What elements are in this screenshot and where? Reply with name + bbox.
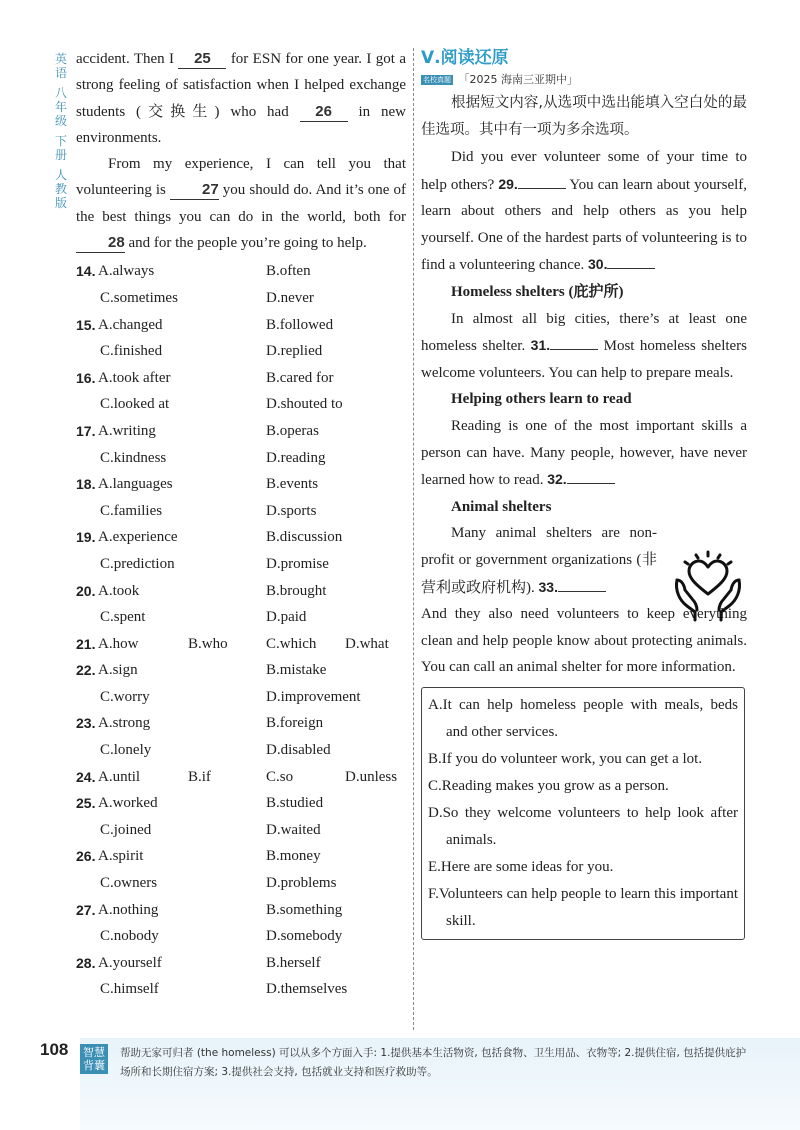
passage-text: for ESN for one year. I got a strong feeling of satisfaction when I helped exchange students (交换生) who had: [76, 51, 407, 120]
source-text: 「2025 海南三亚期中」: [458, 73, 578, 86]
blank-30: [607, 268, 655, 269]
option-c[interactable]: C.himself: [100, 981, 159, 998]
question-row: [76, 950, 406, 977]
option-c[interactable]: C.finished: [100, 343, 163, 360]
question-number: 28.: [76, 954, 96, 971]
side-tab-grade: 八年级: [54, 86, 67, 128]
question-row: [76, 365, 406, 392]
question-number: 20.: [76, 582, 96, 599]
option-c[interactable]: C.spent: [100, 609, 146, 626]
question-row: [76, 471, 406, 498]
heart-hands-icon: [671, 550, 745, 624]
question-number: 27.: [76, 901, 96, 918]
answer-option[interactable]: E.Here are some ideas for you.: [428, 858, 614, 875]
tip-badge: 智慧背囊: [80, 1044, 108, 1074]
question-number: 23.: [76, 715, 96, 732]
question-row: [76, 418, 406, 445]
option-d[interactable]: D.disabled: [266, 742, 331, 759]
question-32-label: 32.: [547, 471, 567, 488]
blank-28: 28: [76, 234, 125, 253]
option-b[interactable]: B.studied: [266, 795, 324, 812]
reading-text: Most homeless shelters welcome volunteers. You can help to prepare meals.: [421, 338, 748, 381]
side-tab-edition: 人教版: [54, 168, 67, 210]
heading-homeless-shelters: Homeless shelters (庇护所): [451, 283, 624, 300]
option-c[interactable]: C.nobody: [100, 928, 159, 945]
option-d[interactable]: D.sports: [266, 502, 317, 519]
question-row: [76, 338, 406, 365]
side-tab-volume: 下册: [54, 134, 67, 162]
question-row: [76, 843, 406, 870]
question-29-label: 29.: [498, 175, 518, 192]
option-d[interactable]: D.problems: [266, 875, 337, 892]
option-b[interactable]: B.often: [266, 263, 311, 280]
question-row: [76, 976, 406, 1003]
question-row: [76, 551, 406, 578]
option-d[interactable]: D.themselves: [266, 981, 348, 998]
question-row: [76, 631, 406, 658]
reading-paragraph-4: [421, 520, 657, 601]
options-box: [421, 687, 745, 940]
option-a[interactable]: A.took after: [98, 369, 171, 386]
question-row: [76, 684, 406, 711]
option-d[interactable]: D.somebody: [266, 928, 343, 945]
answer-option[interactable]: B.If you do volunteer work, you can get a lot.: [428, 750, 703, 767]
animal-block: [421, 520, 747, 601]
reading-paragraph-4b: And they also need volunteers to keep everything clean and help people know about protecting animals. You can call an animal shelter for more information.: [421, 606, 747, 676]
option-c[interactable]: C.worry: [100, 688, 150, 705]
option-b[interactable]: B.money: [266, 848, 321, 865]
reading-text: Did you ever volunteer some of your time to help others?: [421, 149, 747, 193]
option-a[interactable]: A.spirit: [98, 848, 144, 865]
option-b[interactable]: B.cared for: [266, 369, 334, 386]
passage-text: in new environments.: [76, 103, 406, 146]
option-c[interactable]: C.sometimes: [100, 289, 178, 306]
option-a[interactable]: A.sign: [98, 662, 138, 679]
option-c[interactable]: C.which: [266, 635, 317, 652]
question-number: 26.: [76, 848, 96, 865]
question-row: [76, 524, 406, 551]
blank-33: [558, 591, 606, 592]
option-b[interactable]: B.herself: [266, 954, 321, 971]
passage-text: you should do. And it’s one of the best things you can do in the world, both for: [76, 182, 407, 225]
cloze-column: [76, 46, 406, 1003]
side-tab: [52, 52, 70, 216]
option-b[interactable]: B.events: [266, 476, 319, 493]
option-b[interactable]: B.if: [188, 768, 211, 785]
option-c[interactable]: C.so: [266, 768, 294, 785]
question-31-label: 31.: [530, 337, 551, 354]
option-b[interactable]: B.brought: [266, 582, 327, 599]
option-d[interactable]: D.paid: [266, 609, 307, 626]
option-d[interactable]: D.never: [266, 289, 314, 306]
question-number: 19.: [76, 529, 96, 546]
question-row: [76, 764, 406, 791]
question-row: [76, 498, 406, 525]
question-number: 24.: [76, 768, 96, 785]
option-d[interactable]: D.improvement: [266, 688, 361, 705]
option-a[interactable]: A.changed: [98, 316, 163, 333]
reading-text: Many animal shelters are non-profit or government organizations (非营利或政府机构).: [421, 525, 657, 596]
option-a[interactable]: A.worked: [98, 795, 158, 812]
option-a[interactable]: A.nothing: [98, 901, 159, 918]
blank-29: [518, 188, 566, 189]
question-number: 17.: [76, 422, 96, 439]
option-c[interactable]: C.prediction: [100, 555, 175, 572]
option-a[interactable]: A.took: [98, 582, 140, 599]
heading-animal-shelters: Animal shelters: [451, 498, 552, 515]
answer-option[interactable]: C.Reading makes you grow as a person.: [428, 777, 669, 794]
option-a[interactable]: A.always: [98, 263, 155, 280]
source-line: [421, 70, 747, 90]
answer-option[interactable]: D.So they welcome volunteers to help look after animals.: [428, 804, 738, 848]
question-row: [76, 817, 406, 844]
option-b[interactable]: B.foreign: [266, 715, 324, 732]
option-d[interactable]: D.replied: [266, 343, 323, 360]
question-row: [76, 578, 406, 605]
heading-helping-read: Helping others learn to read: [451, 391, 632, 408]
option-a[interactable]: A.writing: [98, 422, 156, 439]
question-row: [76, 897, 406, 924]
reading-column: [421, 46, 747, 940]
option-a[interactable]: A.how: [98, 635, 139, 652]
tip-text: 帮助无家可归者 (the homeless) 可以从多个方面入手: 1.提供基本生活物资, 包括食物、卫生用品、衣物等; 2.提供住宿, 包括提供庇护场所和长期住宿方案; 3.提供社会支持, 包括就业支持和医疗救助等。: [120, 1047, 747, 1078]
option-b[interactable]: B.operas: [266, 422, 319, 439]
passage-text: From my experience, I can tell you that volunteering is: [76, 156, 406, 199]
question-33-label: 33.: [538, 578, 558, 595]
reading-paragraph-2: [421, 306, 747, 387]
option-d[interactable]: D.promise: [266, 555, 329, 572]
option-a[interactable]: A.strong: [98, 715, 151, 732]
cloze-options: [76, 258, 406, 1003]
option-b[interactable]: B.discussion: [266, 529, 343, 546]
option-d[interactable]: D.shouted to: [266, 396, 343, 413]
question-row: [76, 312, 406, 339]
option-b[interactable]: B.followed: [266, 316, 334, 333]
reading-paragraph-3: [421, 413, 747, 494]
reading-text: In almost all big cities, there’s at least one homeless shelter.: [421, 310, 747, 355]
footer: [0, 1038, 800, 1130]
question-row: [76, 604, 406, 631]
source-badge: 名校真题: [423, 76, 451, 84]
question-number: 15.: [76, 316, 96, 333]
answer-option[interactable]: A.It can help homeless people with meals, beds and other services.: [428, 696, 738, 740]
option-c[interactable]: C.kindness: [100, 449, 167, 466]
option-d[interactable]: D.reading: [266, 449, 326, 466]
question-row: [76, 710, 406, 737]
option-b[interactable]: B.something: [266, 901, 343, 918]
question-number: 18.: [76, 476, 96, 493]
section-title: Ⅴ.阅读还原: [421, 48, 509, 68]
question-number: 14.: [76, 263, 96, 280]
blank-32: [567, 483, 615, 484]
question-row: [76, 923, 406, 950]
passage-text: accident. Then I: [76, 51, 175, 67]
passage-paragraph-1: [76, 46, 406, 151]
option-a[interactable]: A.languages: [98, 476, 173, 493]
option-c[interactable]: C.families: [100, 502, 163, 519]
question-row: [76, 870, 406, 897]
blank-25: 25: [178, 50, 226, 69]
question-number: 25.: [76, 795, 96, 812]
question-row: [76, 737, 406, 764]
option-c[interactable]: C.joined: [100, 821, 152, 838]
question-number: 22.: [76, 662, 96, 679]
question-row: [76, 657, 406, 684]
question-row: [76, 445, 406, 472]
side-tab-subject: 英语: [54, 52, 67, 80]
reading-text: You can learn about yourself, learn about others and help others as you help yourself. One of the hardest parts of volunteering is to find a volunteering chance.: [421, 176, 748, 274]
option-c[interactable]: C.lonely: [100, 742, 152, 759]
page-number: 108: [40, 1040, 69, 1059]
option-c[interactable]: C.owners: [100, 875, 158, 892]
option-d[interactable]: D.unless: [345, 768, 398, 785]
question-row: [76, 258, 406, 285]
option-a[interactable]: A.experience: [98, 529, 178, 546]
option-d[interactable]: D.waited: [266, 821, 321, 838]
passage-paragraph-2: [76, 151, 406, 256]
question-row: [76, 391, 406, 418]
column-divider: [413, 48, 414, 1030]
passage-text: and for the people you’re going to help.: [128, 235, 367, 252]
question-number: 21.: [76, 635, 96, 652]
blank-26: 26: [300, 103, 348, 122]
question-number: 16.: [76, 369, 96, 386]
question-row: [76, 790, 406, 817]
option-b[interactable]: B.who: [188, 635, 228, 652]
reading-paragraph-1: [421, 144, 747, 279]
option-a[interactable]: A.yourself: [98, 954, 162, 971]
question-row: [76, 285, 406, 312]
option-b[interactable]: B.mistake: [266, 662, 327, 679]
question-30-label: 30.: [588, 256, 608, 273]
blank-27: 27: [170, 181, 219, 200]
instruction: 根据短文内容,从选项中选出能填入空白处的最佳选项。其中有一项为多余选项。: [421, 95, 747, 138]
answer-option[interactable]: F.Volunteers can help people to learn this important skill.: [428, 885, 738, 929]
option-c[interactable]: C.looked at: [100, 396, 170, 413]
reading-text: Reading is one of the most important skills a person can have. Many people, however, have never learned how to read.: [421, 417, 747, 489]
option-a[interactable]: A.until: [98, 768, 141, 785]
option-d[interactable]: D.what: [345, 635, 389, 652]
blank-31: [550, 349, 598, 350]
